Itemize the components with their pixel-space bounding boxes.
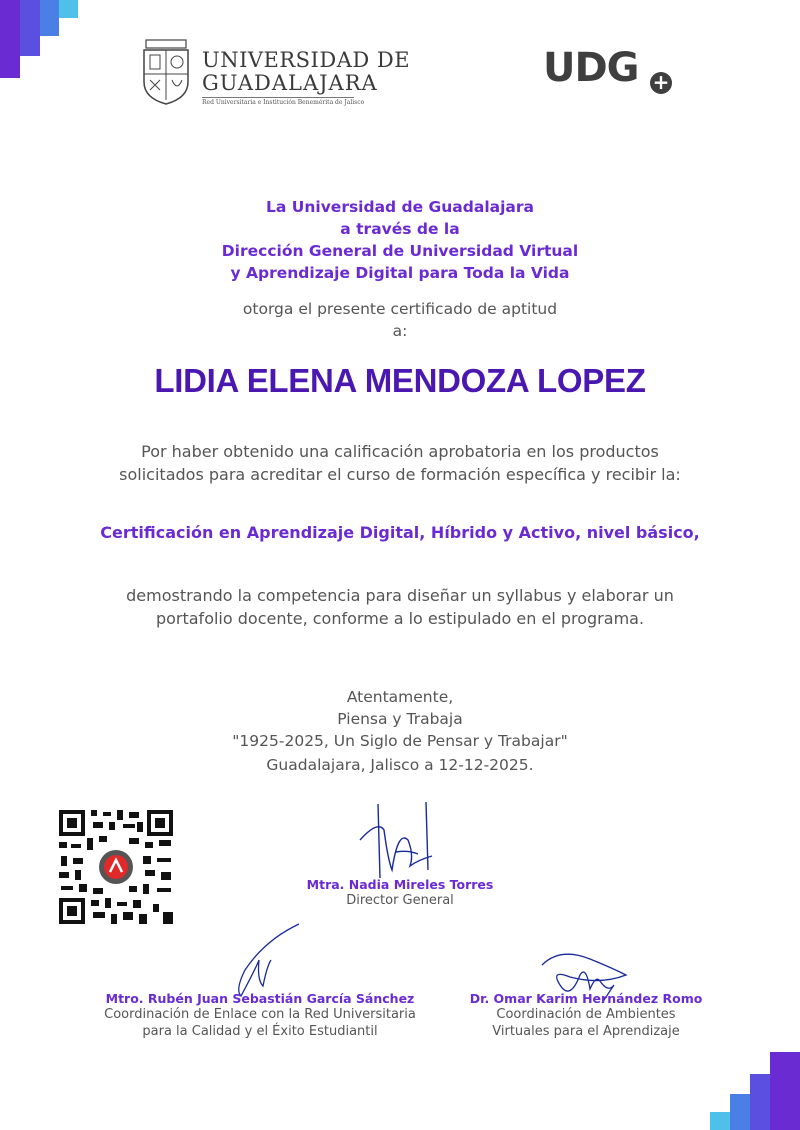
signatory-name: Dr. Omar Karim Hernández Romo (469, 991, 703, 1006)
reason-text (0, 440, 800, 486)
university-name-line1: UNIVERSIDAD DE (202, 48, 411, 72)
closing-text (0, 686, 800, 776)
heading-line: La Universidad de Guadalajara (266, 198, 534, 216)
grant-statement (0, 298, 800, 342)
corner-decoration-bottom-right (710, 1046, 800, 1130)
corner-decoration-top-left (0, 0, 80, 80)
signatory-director-general (290, 877, 510, 909)
closing-line: Atentamente, (346, 688, 454, 706)
qr-code-icon[interactable] (57, 808, 175, 926)
reason-line: Por haber obtenido una calificación aprobatoria en los productos (141, 442, 659, 461)
signatory-name: Mtro. Rubén Juan Sebastián García Sánchez (105, 991, 415, 1006)
university-name-line2: GUADALAJARA (202, 71, 378, 95)
signatory-role: Coordinación de Enlace con la Red Universitaria (104, 1007, 416, 1022)
grant-line: otorga el presente certificado de aptitud (242, 300, 558, 318)
logo-divider (202, 97, 354, 98)
heading-line: Dirección General de Universidad Virtual (221, 242, 579, 260)
udg-plus-logo (543, 46, 683, 96)
signatory-enlace (80, 991, 440, 1040)
course-title: Certificación en Aprendizaje Digital, Híbrido y Activo, nivel básico, (100, 523, 700, 542)
signature-director-general (348, 800, 438, 880)
university-subtitle: Red Universitaria e Institución Benemérita de Jalisco (202, 99, 365, 106)
competence-line: portafolio docente, conforme a lo estipulado en el programa. (155, 609, 645, 628)
heading-line: y Aprendizaje Digital para Toda la Vida (230, 264, 570, 282)
signatory-ambientes (456, 991, 716, 1040)
grant-line: a: (392, 322, 408, 340)
reason-line: solicitados para acreditar el curso de formación específica y recibir la: (119, 465, 681, 484)
udg-plus-wordmark: UDG (543, 45, 639, 91)
issuer-heading (0, 196, 800, 284)
closing-line: "1925-2025, Un Siglo de Pensar y Trabajar" (232, 732, 568, 750)
signatory-role: Virtuales para el Aprendizaje (492, 1024, 680, 1039)
closing-line: Piensa y Trabaja (337, 710, 463, 728)
heading-line: a través de la (340, 220, 460, 238)
recipient-name: LIDIA ELENA MENDOZA LOPEZ (154, 362, 646, 399)
university-seal-icon (140, 38, 192, 106)
signatory-role: para la Calidad y el Éxito Estudiantil (142, 1024, 378, 1039)
competence-text (0, 584, 800, 630)
signatory-role: Coordinación de Ambientes (496, 1007, 676, 1022)
competence-line: demostrando la competencia para diseñar un syllabus y elaborar un (126, 586, 674, 605)
signatory-name: Mtra. Nadia Mireles Torres (306, 877, 494, 892)
plus-icon: + (650, 72, 672, 94)
university-logo (140, 38, 411, 108)
closing-date: Guadalajara, Jalisco a 12-12-2025. (266, 756, 534, 774)
signature-enlace (215, 920, 305, 1000)
signatory-role: Director General (346, 893, 454, 908)
